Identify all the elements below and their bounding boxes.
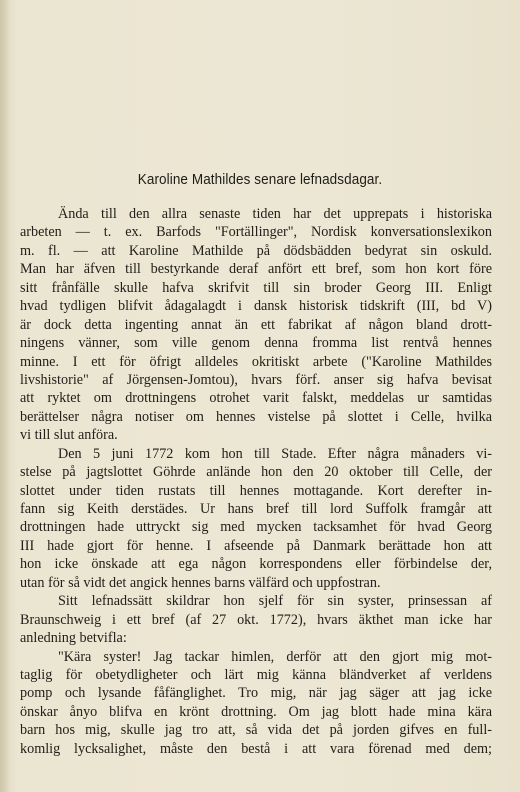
body-text [20,205,492,758]
text-line: fann sig Keith derstädes. Ur hans bref till lord Suffolk framgår att [20,501,492,517]
text-line: Sitt lefnadssätt skildrar hon sjelf för sin syster, prinsessan af [58,593,492,610]
text-line: anledning betvifla: [20,630,127,647]
text-line: "Kära syster! Jag tackar himlen, derför att den gjort mig mot- [58,648,492,665]
text-line: Ända till den allra senaste tiden har det upprepats i historiska [58,206,492,222]
text-line: berättelser några notiser om hennes vistelse på slottet i Celle, hvilka [20,408,492,425]
text-line: arbeten — t. ex. Barfods "Fortällinger", Nordisk konversationslexikon [20,224,492,241]
text-line: minne. I ett för öfrigt alldeles okritiskt arbete ("Karoline Mathildes [20,353,492,370]
text-line: vi till slut anföra. [20,427,118,444]
text-line: utan för så vidt det angick hennes barns välfärd och uppfostran. [20,574,381,591]
text-line: barn hos mig, skulle jag tro att, så vida det på jorden gifves en full- [20,722,492,739]
text-line: hon icke önskade att ega någon korrespondens eller förbindelse der, [20,556,492,573]
text-line: att ryktet om drottningens otrohet varit falskt, meddelas ur samtidas [20,390,492,407]
chapter-heading: Karoline Mathildes senare lefnadsdagar. [137,171,383,188]
text-line: Braunschweig i ett bref (af 27 okt. 1772), hvars äkthet man icke har [20,611,492,628]
text-line: är dock detta ingenting annat än ett fabrikat af någon bland drott- [20,316,492,333]
page-gutter-shadow [0,0,10,792]
text-line: sitt frånfälle skulle hafva skrifvit till sin broder Georg III. Enligt [20,279,492,296]
text-line: stelse på jagtslottet Göhrde anlände hon den 20 oktober till Celle, der [20,464,492,481]
text-line: önskar ånyo blifva en krönt drottning. Om jag blott hade mina kära [20,703,492,720]
text-line: III hade gjort för henne. I afseende på Danmark berättade hon att [20,537,492,554]
text-line: slottet under tiden rustats till hennes mottagande. Kort derefter in- [20,482,492,499]
text-line: taglig för obetydligheter och lärt mig känna bländverket af verldens [20,666,492,683]
text-line: hvad tydligen blifvit ådagalagdt i dansk historisk tidskrift (III, bd V) [20,298,492,315]
text-line: m. fl. — att Karoline Mathilde på dödsbädden bedyrat sin oskuld. [20,242,492,259]
text-line: komlig lycksalighet, måste den bestå i att vara förenad med dem; [20,740,492,757]
text-line: Man har äfven till bestyrkande deraf anfört ett bref, som hon kort före [20,261,492,278]
text-line: ningens vänner, som ville genom denna fromma list rentvå hennes [20,335,492,352]
text-line: livshistorie" af Jörgensen-Jomtou), hvars förf. anser sig hafva bevisat [20,371,492,388]
text-line: drottningen hade uttryckt sig med mycken tacksamhet för hvad Georg [20,519,492,536]
text-line: pomp och lysande fåfänglighet. Tro mig, när jag säger att jag icke [20,685,492,702]
text-line: Den 5 juni 1772 kom hon till Stade. Efter några månaders vi- [58,445,492,462]
